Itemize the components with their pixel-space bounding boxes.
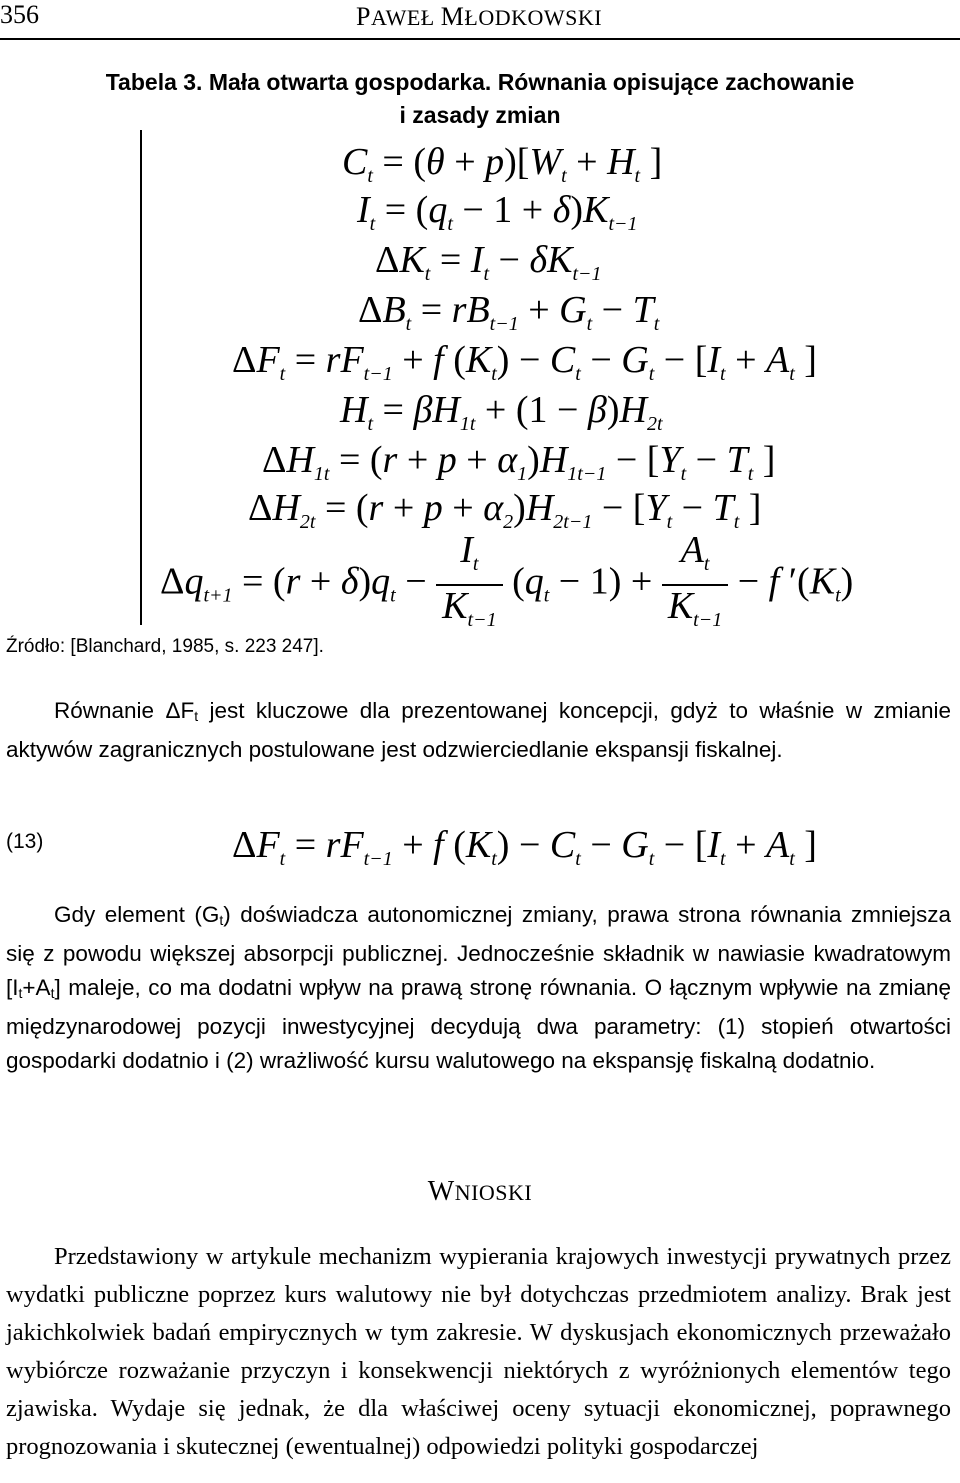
paragraph-2-a: Gdy element (G	[54, 902, 220, 927]
paragraph-2-d: ] maleje, co ma dodatni wpływ na prawą stronę równania. O łącznym wpływie na zmianę międzynarodowej pozycji inwestycyjnej decydują dwa parametry: (1) stopień otwartości gospodarki dodatnio i (2) wrażliwość kursu walutowego na ekspansję fiskalną dodatnio.	[6, 975, 951, 1073]
paragraph-2-sub-1: t	[219, 912, 224, 928]
equation-investment: $I_t = (q_t - 1 + \delta)K_{t-1}$	[357, 189, 638, 235]
table-title-rest: Równania opisujące zachowanie	[497, 69, 855, 95]
author-part-1: AWEŁ	[370, 5, 441, 30]
paragraph-1-sub: t	[194, 708, 199, 724]
author-initial-1: P	[356, 2, 371, 31]
table-title	[60, 66, 900, 132]
section-heading	[0, 1176, 960, 1208]
paragraph-2-c: +A	[22, 975, 51, 1000]
table-title-bold: Tabela 3. Mała otwarta gospodarka.	[105, 69, 492, 95]
equation-h1: $\Delta H_{1t} = (r + p + \alpha_1)H_{1t-1} - [Y_t - T_t$ ]	[262, 439, 776, 485]
table-source: Źródło: [Blanchard, 1985, s. 223 247].	[6, 636, 324, 657]
equation-13: $\Delta F_t = rF_{t-1} + f$ $(K_t) - C_t - G_t - [I_t + A_t$ ]	[232, 824, 817, 870]
equation-capital: $\Delta K_t = I_t - \delta K_{t-1}$	[375, 239, 602, 285]
table-title-line2: i zasady zmian	[399, 102, 561, 128]
paragraph-1-start: Równanie ΔF	[54, 698, 195, 723]
equation-consumption: $C_t = (\theta + p)[W_t + H_t$ ]	[342, 141, 663, 187]
equation-human-wealth: $H_t = \beta H_{1t} + (1 - \beta)H_{2t}$	[340, 389, 663, 435]
paragraph-2-sub-3: t	[50, 985, 55, 1001]
conclusion-paragraph	[6, 1238, 951, 1466]
author-initial-2: M	[440, 2, 465, 31]
equation-h2: $\Delta H_{2t} = (r + p + \alpha_2)H_{2t-1} - [Y_t - T_t$ ]	[248, 487, 762, 533]
header-rule	[0, 38, 960, 40]
paragraph-2-b: ) doświadcza autonomicznej zmiany, prawa strona równania zmniejsza się z powodu większej absorpcji publicznej. Jednocześnie składnik w nawiasie kwadratowym [I	[6, 902, 951, 1000]
table-left-border	[140, 130, 142, 625]
running-head-author	[356, 2, 602, 32]
page-number: 356	[0, 0, 39, 29]
equation-bonds: $\Delta B_t = rB_{t-1} + G_t - T_t$	[358, 289, 660, 335]
equation-q: $\Delta q_{t+1} = (r + \delta)q_t$ − $\frac{I_t}{K_{t-1}}$ $(q_t - 1)$ + $\frac{A_t}{K_{t-1}}$ − f $'(K_t)$	[160, 529, 854, 631]
equation-foreign-assets: $\Delta F_t = rF_{t-1} + f$ $(K_t) - C_t - G_t - [I_t + A_t$ ]	[232, 339, 817, 385]
conclusion-text: Przedstawiony w artykule mechanizm wypierania krajowych inwestycji prywatnych przez wydatki publiczne poprzez kurs walutowy nie był dotychczas przedmiotem analizy. Brak jest jakichkolwiek badań empirycznych w tym zakresie. W dyskusjach ekonomicznych przeważało wybiórcze rozważanie przyczyn i konsekwencji niektórych z wyróżnionych elementów tego zjawiska. Wydaje się jednak, że dla właściwej oceny sytuacji ekonomicznej, poprawnego prognozowania i skutecznej (ewentualnej) odpowiedzi polityki gospodarczej	[6, 1243, 951, 1460]
paragraph-2	[6, 898, 951, 1078]
paragraph-1-rest: jest kluczowe dla prezentowanej koncepcji, gdyż to właśnie w zmianie aktywów zagranicznych postulowane jest odzwierciedlanie ekspansji fiskalnej.	[6, 698, 951, 762]
equation-13-number: (13)	[6, 830, 44, 853]
author-part-2: ŁODKOWSKI	[464, 5, 603, 30]
section-initial: W	[427, 1176, 455, 1207]
section-rest: NIOSKI	[454, 1180, 533, 1205]
paragraph-2-sub-2: t	[18, 985, 23, 1001]
paragraph-1	[6, 694, 951, 767]
